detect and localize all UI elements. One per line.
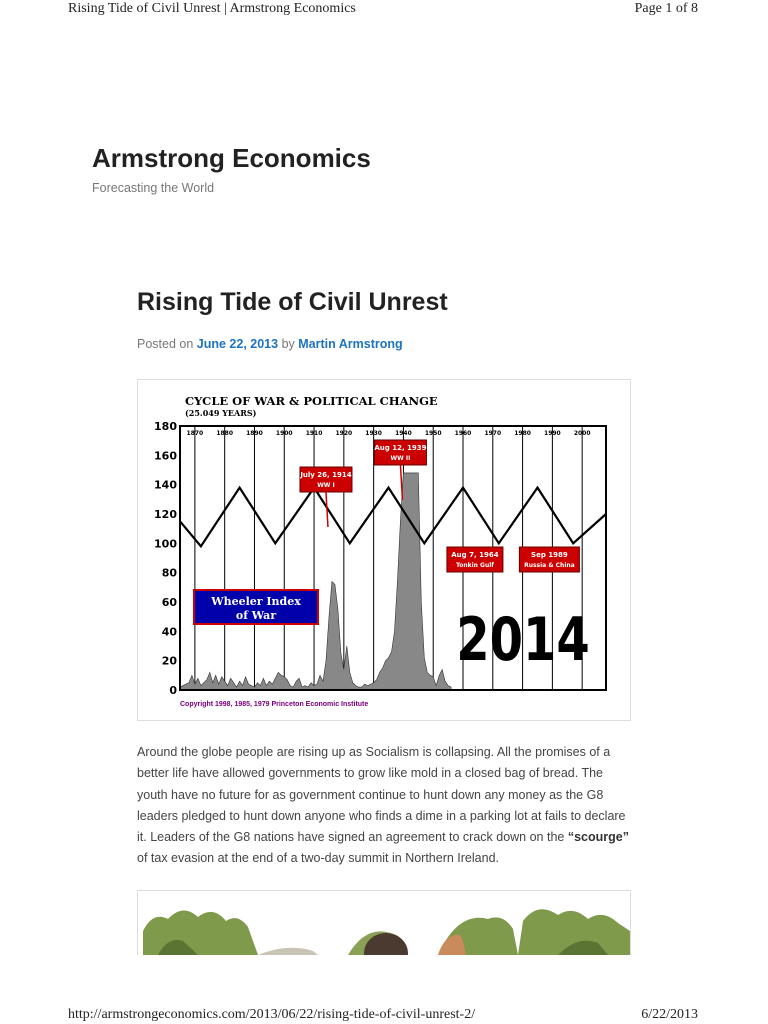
x-tick-label: 1880	[216, 430, 234, 437]
chart-subtitle: (25.049 YEARS)	[185, 408, 257, 418]
legend-label: Wheeler Index	[211, 595, 301, 608]
post-photo	[137, 890, 631, 955]
annotation-date: Sep 1989	[531, 551, 568, 559]
print-header-page: Page 1 of 8	[634, 1, 698, 16]
x-tick-label: 1870	[186, 430, 204, 437]
war-cycle-chart	[138, 380, 630, 720]
y-tick-label: 100	[154, 537, 177, 551]
x-tick-label: 1990	[544, 430, 561, 437]
annotation-event: Tonkin Gulf	[455, 562, 494, 569]
print-footer-url[interactable]: http://armstrongeconomics.com/2013/06/22/rising-tide-of-civil-unrest-2/	[68, 1007, 476, 1022]
by-label: by	[281, 337, 295, 351]
y-tick-label: 40	[161, 625, 177, 639]
x-tick-label: 1920	[335, 430, 353, 437]
y-tick-label: 60	[161, 596, 177, 609]
post-body	[137, 742, 637, 870]
annotation-event: WW II	[390, 455, 411, 462]
x-tick-label: 1980	[514, 430, 531, 437]
annotation-date: Aug 7, 1964	[451, 551, 499, 559]
x-tick-label: 1900	[275, 430, 293, 437]
annotation-date: July 26, 1914	[300, 471, 352, 479]
y-tick-label: 20	[161, 654, 177, 668]
annotation-event: WW I	[317, 482, 335, 489]
site-title[interactable]: Armstrong Economics	[92, 143, 371, 173]
post-date-link[interactable]: June 22, 2013	[196, 337, 279, 351]
x-tick-label: 2000	[573, 430, 591, 437]
wheeler-index-area	[180, 473, 451, 690]
x-tick-label: 1970	[484, 430, 502, 437]
x-tick-label: 1890	[246, 430, 263, 437]
y-tick-label: 0	[169, 684, 177, 697]
print-header	[68, 0, 698, 18]
chart-figure	[137, 379, 631, 721]
y-tick-label: 160	[154, 449, 177, 463]
body-text-part1: Around the globe people are rising up as Socialism is collapsing. All the promises of a better life have allowed governments to grow like mold in a closed bag of bread. The youth have no future for as government continue to hunt down any money as the G8 leaders pledged to hunt down anyone who finds a dime in a parking lot at fails to declare it. Leaders of the G8 nations have signed an agreement to crack down on the	[137, 745, 626, 845]
post-title[interactable]: Rising Tide of Civil Unrest	[137, 288, 448, 316]
print-footer-date: 6/22/2013	[641, 1007, 698, 1022]
y-tick-label: 120	[154, 508, 177, 521]
chart-copyright: Copyright 1998, 1985, 1979 Princeton Economic Institute	[180, 701, 369, 708]
x-tick-label: 1960	[454, 430, 472, 437]
annotation-date: Aug 12, 1939	[374, 444, 427, 452]
annotation-pointer	[326, 492, 328, 527]
body-text-part2: of tax evasion at the end of a two-day summit in Northern Ireland.	[137, 851, 499, 866]
print-header-title: Rising Tide of Civil Unrest | Armstrong Economics	[68, 1, 356, 16]
y-tick-label: 180	[154, 420, 177, 433]
x-tick-label: 1910	[305, 430, 323, 437]
annotation-pointer	[400, 465, 402, 500]
body-text-emphasis: “scourge”	[567, 830, 629, 845]
big-year-label: 2014	[456, 604, 590, 675]
y-tick-label: 80	[161, 566, 177, 580]
y-tick-label: 140	[154, 478, 177, 492]
x-tick-label: 1950	[424, 430, 442, 437]
chart-title: CYCLE OF WAR & POLITICAL CHANGE	[185, 394, 438, 408]
legend-label: of War	[235, 609, 277, 622]
post-meta	[137, 337, 403, 351]
x-tick-label: 1940	[395, 430, 412, 437]
posted-on-label: Posted on	[137, 337, 194, 351]
cycle-line	[180, 488, 606, 547]
print-footer	[68, 1006, 698, 1024]
post-author-link[interactable]: Martin Armstrong	[298, 337, 403, 351]
site-tagline: Forecasting the World	[92, 181, 215, 195]
photo-image	[138, 891, 630, 955]
x-tick-label: 1930	[365, 430, 382, 437]
annotation-event: Russia & China	[524, 562, 575, 569]
